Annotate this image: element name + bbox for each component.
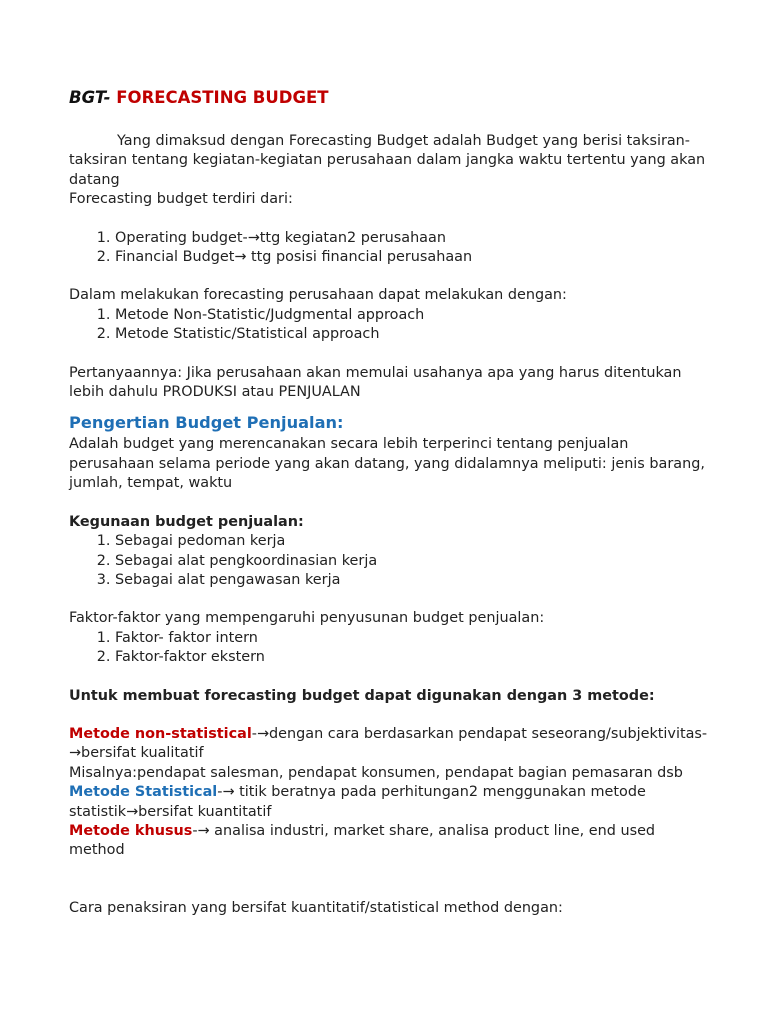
- methods-intro: Dalam melakukan forecasting perusahaan dapat melakukan dengan:: [69, 287, 567, 304]
- method-non-statistical-text: -→dengan cara berdasarkan pendapat seseorang/subjektivitas-→bersifat kualitatif: [69, 725, 708, 762]
- method-non-statistical: [69, 725, 709, 764]
- method-statistical-text: -→ titik beratnya pada perhitungan2 menggunakan metode statistik→bersifat kuantitatif: [69, 784, 646, 820]
- list-item: 1. Metode Non-Statistic/Judgmental approach: [115, 306, 709, 325]
- list-item: 2. Faktor-faktor ekstern: [115, 648, 709, 667]
- list-item: 1. Sebagai pedoman kerja: [115, 532, 709, 551]
- list-item: 3. Sebagai alat pengawasan kerja: [115, 571, 709, 590]
- question-paragraph: Pertanyaannya: Jika perusahaan akan memulai usahanya apa yang harus ditentukan lebih dahulu PRODUKSI atau PENJUALAN: [69, 364, 682, 401]
- budget-types-list: [69, 229, 709, 268]
- method-statistical: [69, 783, 709, 822]
- list-item: 1. Operating budget-→ttg kegiatan2 perusahaan: [115, 229, 709, 248]
- factors-list: [69, 629, 709, 668]
- page-title: [69, 86, 709, 110]
- factors-intro: Faktor-faktor yang mempengaruhi penyusunan budget penjualan:: [69, 610, 545, 627]
- uses-heading: Kegunaan budget penjualan:: [69, 513, 304, 530]
- closing-paragraph: Cara penaksiran yang bersifat kuantitatif/statistical method dengan:: [69, 899, 563, 916]
- document-body: [69, 86, 709, 918]
- method-special-text: -→ analisa industri, market share, analisa product line, end used method: [69, 822, 656, 859]
- list-item: 2. Sebagai alat pengkoordinasian kerja: [115, 552, 709, 571]
- sales-budget-heading: Pengertian Budget Penjualan:: [69, 413, 344, 433]
- uses-list: [69, 532, 709, 590]
- intro-paragraph: Yang dimaksud dengan Forecasting Budget adalah Budget yang berisi taksiran-taksiran tentang kegiatan-kegiatan perusahaan dalam jangka waktu tertentu yang akan datang: [69, 133, 706, 188]
- method-special: [69, 822, 709, 861]
- sales-budget-definition: Adalah budget yang merencanakan secara lebih terperinci tentang penjualan perusahaan selama periode yang akan datang, yang didalamnya meliputi: jenis barang, jumlah, tempat, waktu: [69, 436, 705, 492]
- intro-list-intro: Forecasting budget terdiri dari:: [69, 191, 293, 208]
- method-example: Misalnya:pendapat salesman, pendapat konsumen, pendapat bagian pemasaran dsb: [69, 764, 683, 781]
- list-item: 1. Faktor- faktor intern: [115, 629, 709, 648]
- method-special-label: Metode khusus: [69, 822, 193, 839]
- title-main: FORECASTING BUDGET: [116, 88, 329, 107]
- method-non-statistical-label: Metode non-statistical: [69, 725, 252, 742]
- method-statistical-label: Metode Statistical: [69, 784, 218, 801]
- title-prefix: BGT-: [69, 88, 111, 107]
- forecast-methods-heading: Untuk membuat forecasting budget dapat digunakan dengan 3 metode:: [69, 687, 655, 704]
- methods-list: [69, 306, 709, 345]
- list-item: 2. Financial Budget→ ttg posisi financial perusahaan: [115, 248, 709, 267]
- list-item: 2. Metode Statistic/Statistical approach: [115, 325, 709, 344]
